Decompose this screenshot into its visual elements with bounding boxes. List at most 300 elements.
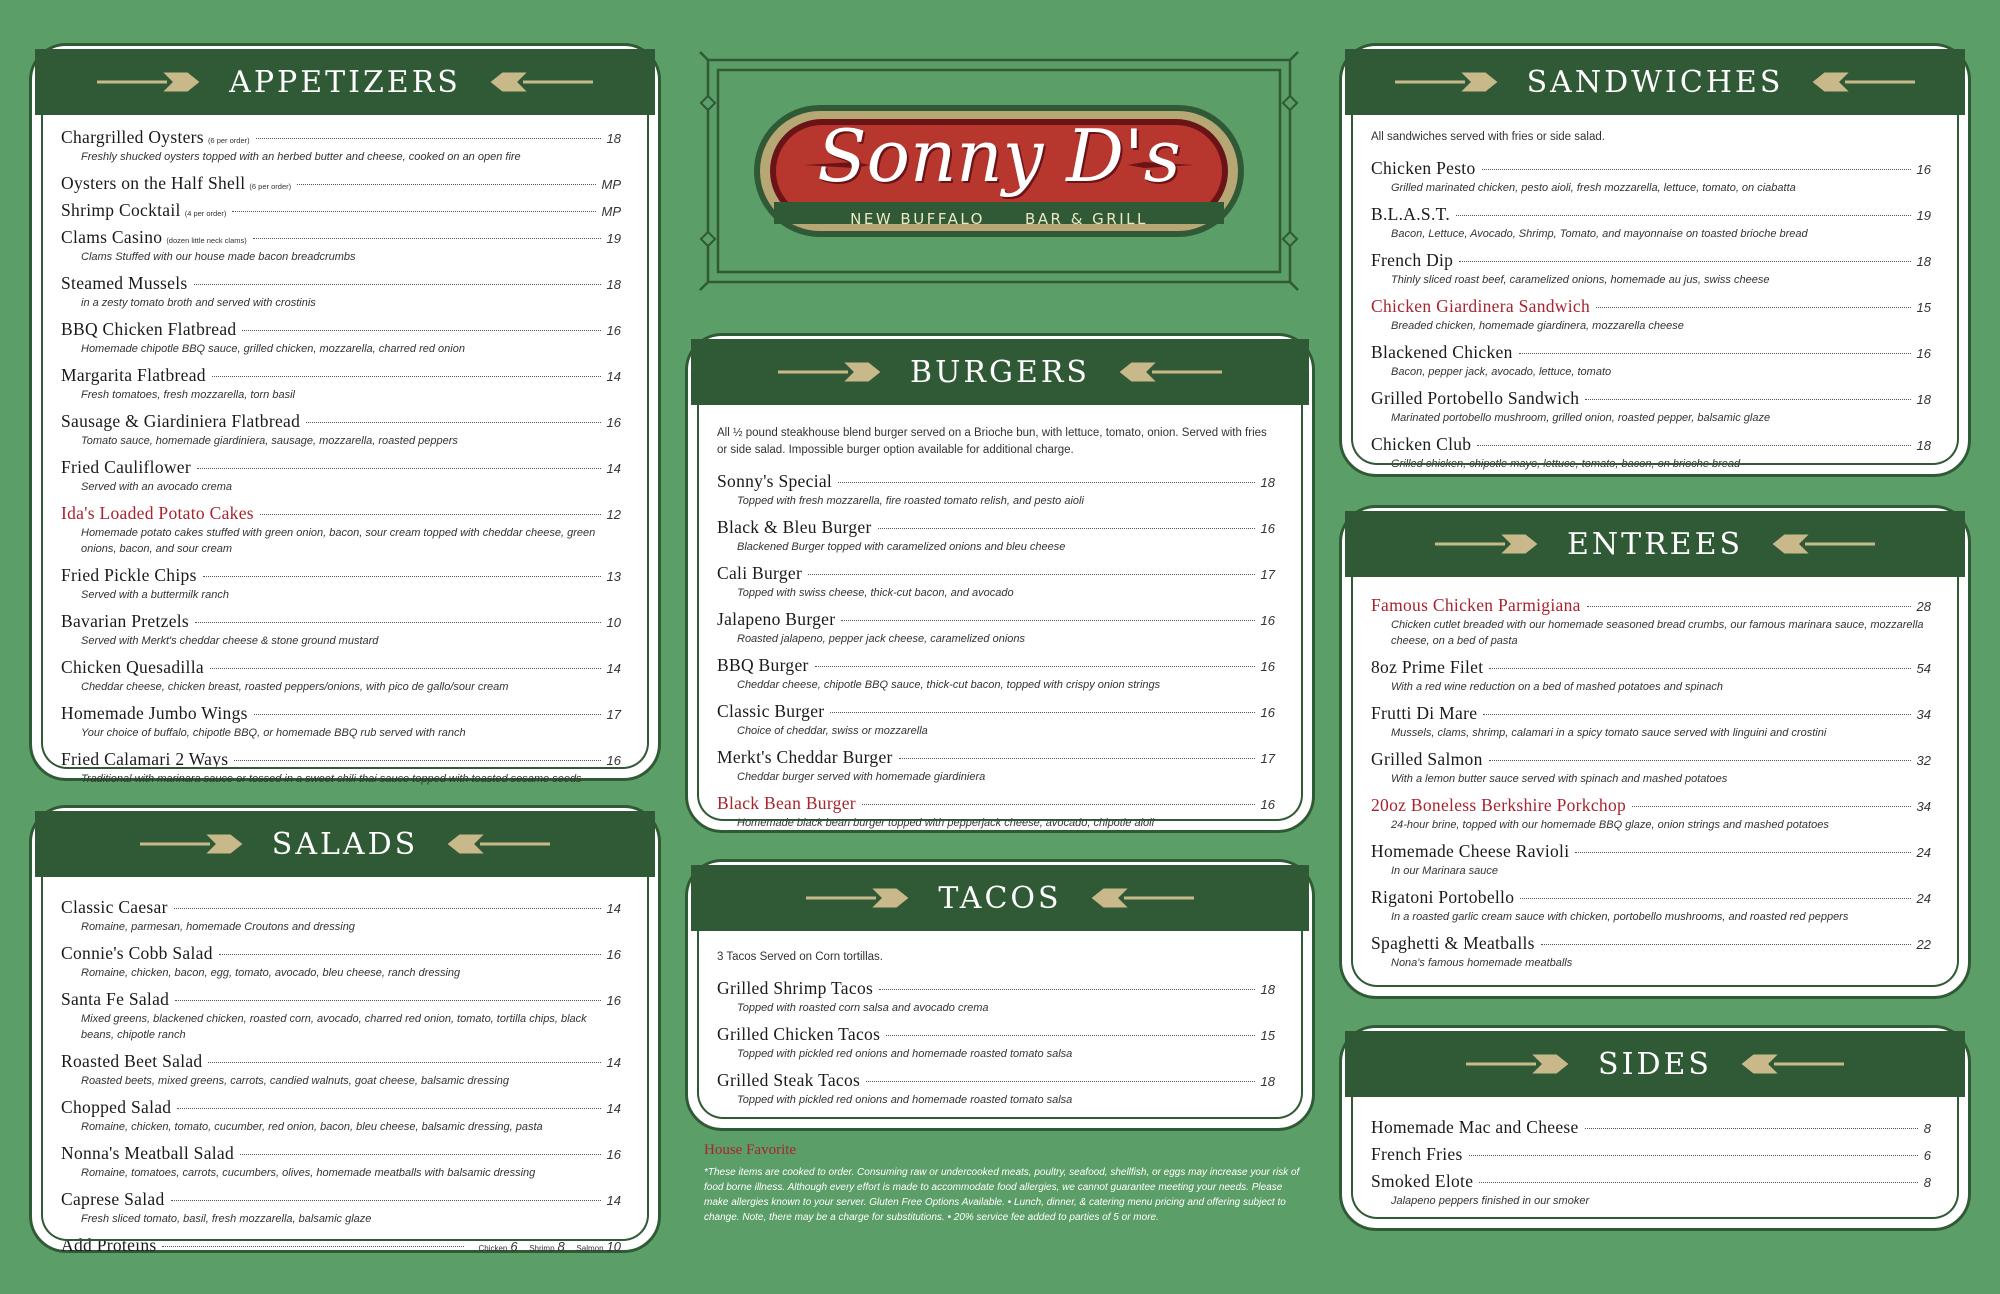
leader-dots [1489, 668, 1910, 669]
menu-item [717, 978, 1275, 1016]
menu-item-price: 10 [606, 615, 621, 630]
menu-item [1371, 250, 1931, 288]
menu-item-description: Roasted jalapeno, pepper jack cheese, caramelized onions [737, 633, 1026, 645]
leader-dots [306, 422, 600, 423]
menu-item-name: Fried Cauliflower [61, 457, 192, 477]
menu-item-price: 16 [606, 993, 621, 1008]
menu-item-price: 18 [606, 131, 621, 146]
burgers-items [717, 471, 1275, 831]
leader-dots [254, 714, 601, 715]
menu-item-description: Roasted beets, mixed greens, carrots, candied walnuts, goat cheese, balsamic dressing [81, 1075, 510, 1087]
leader-dots [210, 668, 601, 669]
arrow-right-icon [1734, 1053, 1844, 1075]
menu-item-description: Fresh tomatoes, fresh mozzarella, torn basil [81, 389, 295, 401]
menu-item-description: Clams Stuffed with our house made bacon breadcrumbs [81, 251, 356, 263]
menu-item [717, 609, 1275, 647]
menu-item-description: Grilled marinated chicken, pesto aioli, fresh mozzarella, lettuce, tomato, on ciabatta [1391, 182, 1796, 194]
menu-item-price: 16 [606, 415, 621, 430]
leader-dots [234, 760, 600, 761]
menu-item-name: Grilled Portobello Sandwich [1371, 388, 1580, 408]
menu-item [1371, 1171, 1931, 1209]
leader-dots [1519, 353, 1911, 354]
salads-list [35, 877, 655, 1272]
leader-dots [171, 1200, 601, 1201]
menu-item [61, 273, 621, 311]
menu-item [61, 565, 621, 603]
leader-dots [1482, 169, 1911, 170]
menu-item-description: Tomato sauce, homemade giardiniera, sausage, mozzarella, roasted peppers [81, 435, 458, 447]
leader-dots [1479, 1182, 1917, 1183]
leader-dots [197, 468, 601, 469]
menu-item-price: 22 [1916, 937, 1931, 952]
leader-dots [899, 758, 1255, 759]
logo [694, 50, 1304, 292]
menu-item-description: With a red wine reduction on a bed of mashed potatoes and spinach [1391, 681, 1723, 693]
menu-item [61, 127, 621, 165]
menu-item [61, 703, 621, 741]
leader-dots [1585, 399, 1910, 400]
arrow-right-icon [1112, 361, 1222, 383]
tacos-intro: 3 Tacos Served on Corn tortillas. [717, 951, 883, 963]
leader-dots [177, 1108, 600, 1109]
menu-item-name: B.L.A.S.T. [1371, 204, 1450, 224]
menu-item [61, 897, 621, 935]
sides-title: SIDES [1598, 1046, 1712, 1082]
menu-item-price: 16 [606, 323, 621, 338]
appetizers-list [35, 115, 655, 805]
menu-item-price: 17 [606, 707, 621, 722]
menu-item-description: Topped with swiss cheese, thick-cut bacon, and avocado [737, 587, 1014, 599]
disclaimer-text: *These items are cooked to order. Consuming raw or undercooked meats, poultry, seafood, shellfish, or eggs may increase your risk of food borne illness. Although every effort is made to accommodate food allergies, we cannot guarantee meeting your needs. Please make allergies known to your server. Gluten Free Options Available. • Lunch, dinner, & catering menu pricing and offering subject to change. Note, there may be a charge for substitutions. • 20% service fee added to parties of 5 or more. [704, 1167, 1300, 1223]
menu-item [717, 517, 1275, 555]
menu-item-name: Margarita Flatbread [61, 365, 206, 385]
menu-item [61, 657, 621, 695]
protein-price: 10 [606, 1239, 621, 1254]
menu-item-name: Chicken Club [1371, 434, 1472, 454]
menu-item-name: Grilled Shrimp Tacos [717, 978, 874, 998]
menu-item-description: In our Marinara sauce [1391, 865, 1498, 877]
menu-item-description: Mussels, clams, shrimp, calamari in a spicy tomato sauce served with linguini and crostini [1391, 727, 1827, 739]
menu-item [61, 1097, 621, 1135]
menu-item [61, 173, 621, 194]
sandwiches-intro: All sandwiches served with fries or side salad. [1371, 131, 1605, 143]
menu-item-description: in a zesty tomato broth and served with crostinis [81, 297, 316, 309]
logo-location: NEW BUFFALO [850, 210, 985, 228]
menu-item-price: 14 [606, 369, 621, 384]
menu-item-name: French Fries [1371, 1144, 1463, 1164]
menu-item [1371, 795, 1931, 833]
menu-item-description: Choice of cheddar, swiss or mozzarella [737, 725, 928, 737]
menu-item-price: 54 [1916, 661, 1931, 676]
leader-dots [1575, 852, 1910, 853]
leader-dots [1477, 445, 1910, 446]
leader-dots [253, 238, 601, 239]
menu-item-name: Homemade Cheese Ravioli [1371, 841, 1570, 861]
menu-item-price: 8 [1923, 1121, 1931, 1136]
menu-item [1371, 933, 1931, 971]
menu-item-price: 19 [606, 231, 621, 246]
menu-item-name: Blackened Chicken [1371, 342, 1513, 362]
leader-dots [208, 1062, 600, 1063]
menu-item-name: Chicken Giardinera Sandwich [1371, 296, 1591, 316]
menu-item-name: Fried Pickle Chips [61, 565, 197, 585]
menu-item-price: 14 [606, 1193, 621, 1208]
leader-dots [866, 1081, 1254, 1082]
leader-dots [256, 138, 601, 139]
leader-dots [203, 576, 601, 577]
menu-item [61, 411, 621, 449]
menu-item-name: Rigatoni Portobello [1371, 887, 1515, 907]
menu-item-price: 14 [606, 461, 621, 476]
menu-item-name: Sausage & Giardiniera Flatbread [61, 411, 301, 431]
menu-item [717, 471, 1275, 509]
menu-item-name: Smoked Elote [1371, 1171, 1474, 1191]
menu-item-name: Frutti Di Mare [1371, 703, 1478, 723]
menu-item-name: Clams Casino [61, 227, 163, 247]
arrow-left-icon [778, 361, 888, 383]
menu-item-description: Topped with pickled red onions and homemade roasted tomato salsa [737, 1094, 1073, 1106]
menu-item [61, 989, 621, 1043]
protein-label: Chicken [478, 1244, 508, 1253]
menu-item-price: 24 [1916, 845, 1931, 860]
leader-dots [878, 528, 1255, 529]
sandwiches-header [1345, 49, 1965, 115]
menu-item-price: 16 [1260, 613, 1275, 628]
sandwiches-items [1371, 158, 1931, 472]
entrees-list [1345, 577, 1965, 989]
menu-item-price: 14 [606, 1101, 621, 1116]
menu-notes [704, 1142, 1304, 1225]
menu-item [61, 749, 621, 787]
leader-dots [1483, 714, 1910, 715]
leader-dots [242, 330, 600, 331]
add-proteins-item [61, 1235, 621, 1256]
menu-item [717, 1070, 1275, 1108]
menu-item-price: 15 [1916, 300, 1931, 315]
menu-item-name: Famous Chicken Parmigiana [1371, 595, 1581, 615]
menu-item-price: 18 [1260, 1074, 1275, 1089]
tacos-header [691, 865, 1309, 931]
menu-item-description: Marinated portobello mushroom, grilled onion, roasted pepper, balsamic glaze [1391, 412, 1771, 424]
logo-name: Sonny D's [817, 114, 1181, 198]
menu-item-name: Ida's Loaded Potato Cakes [61, 503, 254, 523]
menu-item-price: MP [601, 204, 621, 219]
sandwiches-body [1345, 115, 1965, 490]
menu-item-name: Jalapeno Burger [717, 609, 836, 629]
protein-price: 8 [557, 1239, 565, 1254]
menu-item-name: Black & Bleu Burger [717, 517, 872, 537]
menu-item-name: Connie's Cobb Salad [61, 943, 213, 963]
menu-item [1371, 296, 1931, 334]
protein-label: Shrimp [529, 1244, 555, 1253]
arrow-right-icon [1805, 71, 1915, 93]
menu-item-description: Homemade black bean burger topped with pepperjack cheese, avocado, chipotle aioli [737, 817, 1155, 829]
menu-item [61, 227, 621, 265]
menu-item-price: 18 [1260, 982, 1275, 997]
logo-subtitle [694, 210, 1304, 228]
menu-item [1371, 1144, 1931, 1165]
menu-item [61, 319, 621, 357]
menu-item-description: With a lemon butter sauce served with spinach and mashed potatoes [1391, 773, 1728, 785]
menu-item-name: Cali Burger [717, 563, 803, 583]
menu-item [1371, 434, 1931, 472]
logo-type: BAR & GRILL [1024, 210, 1148, 228]
menu-item-name: Roasted Beet Salad [61, 1051, 203, 1071]
leader-dots [830, 712, 1254, 713]
sides-panel [1342, 1028, 1968, 1228]
leader-dots [1596, 307, 1911, 308]
arrow-left-icon [140, 833, 250, 855]
menu-item-note: (6 per order) [207, 136, 250, 145]
menu-item-price: 16 [1260, 521, 1275, 536]
menu-item-name: Classic Burger [717, 701, 825, 721]
menu-item-price: 16 [1260, 797, 1275, 812]
entrees-title: ENTREES [1566, 526, 1744, 562]
menu-item-description: Nona's famous homemade meatballs [1391, 957, 1573, 969]
menu-item [1371, 388, 1931, 426]
menu-item-description: Cheddar cheese, chicken breast, roasted peppers/onions, with pico de gallo/sour cream [81, 681, 509, 693]
menu-item-price: 16 [1260, 705, 1275, 720]
tacos-body [691, 931, 1309, 1126]
menu-item-price: 16 [606, 1147, 621, 1162]
menu-item-name: Chopped Salad [61, 1097, 172, 1117]
menu-item-description: Topped with pickled red onions and homemade roasted tomato salsa [737, 1048, 1073, 1060]
sides-header [1345, 1031, 1965, 1097]
salads-items [61, 897, 621, 1227]
leader-dots [841, 620, 1254, 621]
menu-item-name: Chicken Pesto [1371, 158, 1476, 178]
menu-item-description: Chicken cutlet breaded with our homemade seasoned bread crumbs, our famous marinara sauce, mozzarella cheese, on a bed of pasta [1391, 619, 1924, 647]
menu-item-name: Shrimp Cocktail [61, 200, 181, 220]
menu-item [717, 701, 1275, 739]
arrow-left-icon [806, 887, 916, 909]
menu-item [61, 457, 621, 495]
menu-item-description: Served with an avocado crema [81, 481, 233, 493]
leader-dots [1585, 1128, 1918, 1129]
menu-item-description: Romaine, tomatoes, carrots, cucumbers, olives, homemade meatballs with balsamic dressing [81, 1167, 536, 1179]
leader-dots [162, 1246, 464, 1247]
leader-dots [1469, 1155, 1918, 1156]
menu-item-price: 16 [1260, 659, 1275, 674]
menu-item-price: 13 [606, 569, 621, 584]
menu-item-description: Topped with roasted corn salsa and avocado crema [737, 1002, 989, 1014]
menu-item [61, 200, 621, 221]
menu-item-name: Chicken Quesadilla [61, 657, 204, 677]
menu-item-description: Thinly sliced roast beef, caramelized onions, homemade au jus, swiss cheese [1391, 274, 1770, 286]
protein-label: Salmon [576, 1244, 604, 1253]
menu-item-price: 18 [1916, 254, 1931, 269]
menu-item-name: Spaghetti & Meatballs [1371, 933, 1535, 953]
burgers-body [691, 405, 1309, 849]
menu-item-description: Freshly shucked oysters topped with an herbed butter and cheese, cooked on an open fire [81, 151, 521, 163]
add-proteins-name: Add Proteins [61, 1235, 157, 1255]
menu-item-price: 14 [606, 661, 621, 676]
menu-item [1371, 342, 1931, 380]
appetizers-header [35, 49, 655, 115]
menu-item-price: 8 [1923, 1175, 1931, 1190]
tacos-title: TACOS [938, 880, 1062, 916]
salads-panel [32, 808, 658, 1255]
menu-item-price: 6 [1923, 1148, 1931, 1163]
menu-item-description: Grilled chicken, chipotle mayo, lettuce, tomato, bacon, on brioche bread [1391, 458, 1741, 470]
leader-dots [194, 284, 601, 285]
menu-item-description: Romaine, chicken, bacon, egg, tomato, avocado, bleu cheese, ranch dressing [81, 967, 461, 979]
menu-item-price: 34 [1916, 799, 1931, 814]
appetizers-panel [32, 46, 658, 785]
sandwiches-panel [1342, 46, 1968, 474]
menu-item-description: Bacon, pepper jack, avocado, lettuce, tomato [1391, 366, 1612, 378]
arrow-right-icon [483, 71, 593, 93]
menu-item-note: (6 per order) [249, 182, 292, 191]
burgers-header [691, 339, 1309, 405]
menu-item-description: Cheddar burger served with homemade giardiniera [737, 771, 986, 783]
arrow-left-icon [1435, 533, 1545, 555]
menu-item-name: 8oz Prime Filet [1371, 657, 1484, 677]
menu-item-description: 24-hour brine, topped with our homemade BBQ glaze, onion strings and mashed potatoes [1391, 819, 1829, 831]
add-proteins-prices [470, 1239, 621, 1254]
menu-item-name: Steamed Mussels [61, 273, 188, 293]
burgers-title: BURGERS [910, 354, 1090, 390]
menu-item-description: Homemade potato cakes stuffed with green onion, bacon, sour cream topped with cheddar cheese, green onions, bacon, and sour cream [81, 527, 596, 555]
menu-item-price: 17 [1260, 567, 1275, 582]
menu-item [61, 611, 621, 649]
menu-item-description: Topped with fresh mozzarella, fire roasted tomato relish, and pesto aioli [737, 495, 1084, 507]
menu-item-price: 14 [606, 1055, 621, 1070]
leader-dots [1489, 760, 1911, 761]
arrow-left-icon [1395, 71, 1505, 93]
leader-dots [195, 622, 600, 623]
tacos-items [717, 978, 1275, 1108]
leader-dots [879, 989, 1254, 990]
arrow-right-icon [1084, 887, 1194, 909]
menu-item-description: Served with Merkt's cheddar cheese & stone ground mustard [81, 635, 379, 647]
entrees-panel [1342, 508, 1968, 996]
menu-item [1371, 657, 1931, 695]
menu-item-name: Homemade Mac and Cheese [1371, 1117, 1579, 1137]
menu-item-name: Caprese Salad [61, 1189, 165, 1209]
leader-dots [240, 1154, 600, 1155]
tacos-panel [688, 862, 1312, 1128]
menu-item-price: MP [601, 177, 621, 192]
leader-dots [232, 211, 595, 212]
menu-item-name: Homemade Jumbo Wings [61, 703, 248, 723]
menu-item-price: 18 [606, 277, 621, 292]
menu-item [61, 1189, 621, 1227]
menu-item-name: Fried Calamari 2 Ways [61, 749, 229, 769]
leader-dots [297, 184, 595, 185]
menu-item-price: 18 [1916, 392, 1931, 407]
menu-item [1371, 595, 1931, 649]
sides-list [1345, 1097, 1965, 1227]
menu-item-description: Fresh sliced tomato, basil, fresh mozzarella, balsamic glaze [81, 1213, 372, 1225]
menu-item-price: 17 [1260, 751, 1275, 766]
leader-dots [862, 804, 1255, 805]
menu-item [717, 655, 1275, 693]
menu-item-price: 16 [606, 753, 621, 768]
menu-item-name: Bavarian Pretzels [61, 611, 190, 631]
leader-dots [1541, 944, 1911, 945]
leader-dots [1456, 215, 1911, 216]
menu-item-name: Nonna's Meatball Salad [61, 1143, 235, 1163]
menu-item [61, 943, 621, 981]
salads-header [35, 811, 655, 877]
menu-item-price: 16 [1916, 346, 1931, 361]
menu-item-name: Grilled Salmon [1371, 749, 1483, 769]
menu-item [61, 365, 621, 403]
menu-item-description: Bacon, Lettuce, Avocado, Shrimp, Tomato, and mayonnaise on toasted brioche bread [1391, 228, 1808, 240]
leader-dots [808, 574, 1254, 575]
menu-item [61, 1143, 621, 1181]
menu-item-price: 19 [1916, 208, 1931, 223]
leader-dots [1520, 898, 1910, 899]
menu-item-price: 15 [1260, 1028, 1275, 1043]
menu-item [1371, 204, 1931, 242]
protein-price: 6 [510, 1239, 518, 1254]
leader-dots [174, 908, 601, 909]
menu-item-price: 34 [1916, 707, 1931, 722]
menu-item-name: Merkt's Cheddar Burger [717, 747, 893, 767]
menu-item-description: Romaine, chicken, tomato, cucumber, red onion, bacon, bleu cheese, balsamic dressing, pasta [81, 1121, 543, 1133]
menu-item [717, 793, 1275, 831]
menu-item-name: Classic Caesar [61, 897, 168, 917]
leader-dots [1632, 806, 1910, 807]
menu-item-note: (dozen little neck clams) [166, 236, 247, 245]
menu-item-description: Romaine, parmesan, homemade Croutons and dressing [81, 921, 355, 933]
leader-dots [212, 376, 601, 377]
menu-item [717, 563, 1275, 601]
arrow-right-icon [1765, 533, 1875, 555]
menu-item-description: Served with a buttermilk ranch [81, 589, 229, 601]
menu-item-description: Your choice of buffalo, chipotle BBQ, or homemade BBQ rub served with ranch [81, 727, 466, 739]
menu-item [61, 503, 621, 557]
menu-item-description: In a roasted garlic cream sauce with chicken, portobello mushrooms, and roasted red peppers [1391, 911, 1849, 923]
menu-item-description: Jalapeno peppers finished in our smoker [1391, 1195, 1590, 1207]
house-favorite-legend: House Favorite [704, 1142, 797, 1158]
leader-dots [886, 1035, 1254, 1036]
menu-item-price: 14 [606, 901, 621, 916]
menu-item [1371, 1117, 1931, 1138]
menu-item-price: 32 [1916, 753, 1931, 768]
menu-item-name: Chargrilled Oysters [61, 127, 204, 147]
burgers-intro: All ½ pound steakhouse blend burger served on a Brioche bun, with lettuce, tomato, onion. Served with fries or side salad. Impossible burger option available for additional charge. [717, 427, 1267, 456]
menu-item-description: Traditional with marinara sauce or tossed in a sweet chili thai sauce topped with toasted sesame seeds [81, 773, 582, 785]
menu-item-name: 20oz Boneless Berkshire Porkchop [1371, 795, 1627, 815]
menu-item-price: 16 [1916, 162, 1931, 177]
leader-dots [175, 1000, 600, 1001]
menu-item-name: BBQ Burger [717, 655, 809, 675]
menu-item-name: Grilled Steak Tacos [717, 1070, 861, 1090]
menu-item [1371, 703, 1931, 741]
leader-dots [260, 514, 601, 515]
entrees-header [1345, 511, 1965, 577]
menu-item-note: (4 per order) [184, 209, 227, 218]
menu-item [717, 747, 1275, 785]
burgers-panel [688, 336, 1312, 830]
menu-item-name: BBQ Chicken Flatbread [61, 319, 237, 339]
menu-item-price: 24 [1916, 891, 1931, 906]
menu-item-name: Oysters on the Half Shell [61, 173, 246, 193]
menu-item [1371, 749, 1931, 787]
leader-dots [838, 482, 1254, 483]
menu-item-name: Sonny's Special [717, 471, 833, 491]
menu-item-description: Mixed greens, blackened chicken, roasted corn, avocado, charred red onion, tomato, tortilla chips, black beans, chipotle ranch [81, 1013, 587, 1041]
menu-item [717, 1024, 1275, 1062]
leader-dots [219, 954, 601, 955]
menu-item-name: Grilled Chicken Tacos [717, 1024, 881, 1044]
menu-item [61, 1051, 621, 1089]
menu-item-description: Blackened Burger topped with caramelized onions and bleu cheese [737, 541, 1066, 553]
leader-dots [1459, 261, 1910, 262]
